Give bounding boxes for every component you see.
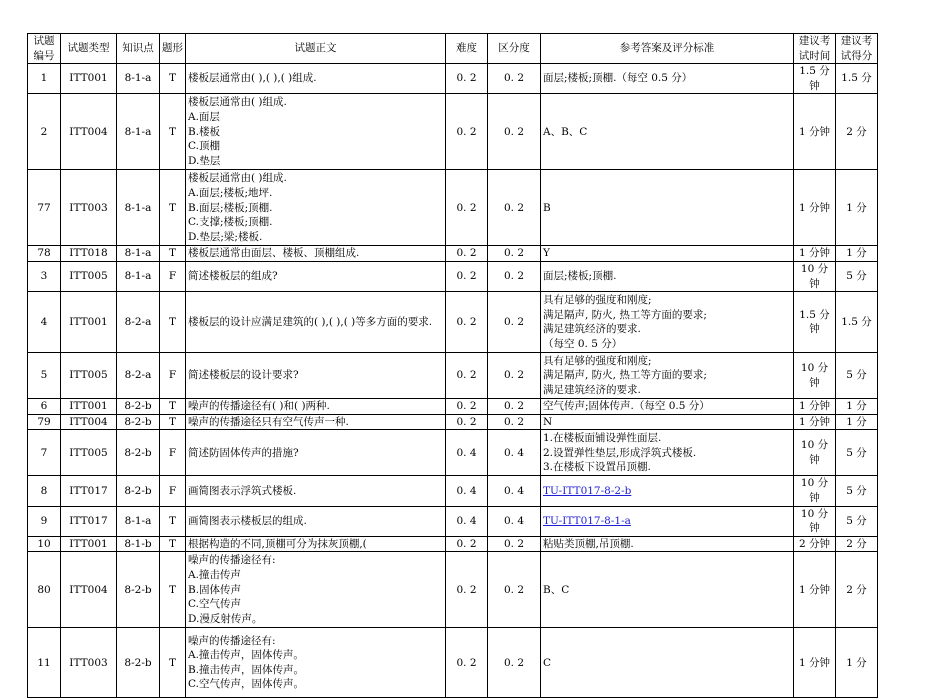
cell-id: 1 [28, 64, 61, 94]
cell-form: F [160, 261, 186, 291]
cell-id: 7 [28, 430, 61, 476]
cell-form: T [160, 536, 186, 552]
cell-time: 1 分钟 [794, 414, 836, 430]
cell-type: ITT018 [61, 246, 117, 262]
cell-point: 8-1-a [117, 246, 160, 262]
cell-difficulty: 0. 2 [446, 536, 488, 552]
cell-point: 8-2-b [117, 399, 160, 415]
table-row [28, 246, 878, 262]
cell-body: 简述楼板层的设计要求? [186, 353, 446, 399]
cell-answer: 面层;楼板;顶棚. [541, 261, 794, 291]
cell-time: 2 分钟 [794, 536, 836, 552]
cell-body: 楼板层的设计应满足建筑的( ),( ),( )等多方面的要求. [186, 292, 446, 353]
cell-discrimination: 0. 2 [488, 64, 541, 94]
cell-point: 8-2-b [117, 552, 160, 628]
cell-point: 8-1-a [117, 506, 160, 536]
cell-body: 噪声的传播途径有( )和( )两种. [186, 399, 446, 415]
cell-discrimination: 0. 2 [488, 536, 541, 552]
cell-type: ITT004 [61, 552, 117, 628]
cell-answer: B [541, 170, 794, 246]
cell-difficulty: 0. 4 [446, 476, 488, 506]
cell-body: 噪声的传播途径有: A.撞击传声，固体传声。 B.撞击传声，固体传声。 C.空气传声，固体传声。 [186, 628, 446, 698]
cell-discrimination: 0. 2 [488, 552, 541, 628]
table-row [28, 94, 878, 170]
cell-time: 10 分钟 [794, 430, 836, 476]
answer-link[interactable]: TU-ITT017-8-2-b [543, 484, 632, 497]
header-form: 题形 [160, 34, 186, 64]
cell-answer: 1.在楼板面铺设弹性面层. 2.设置弹性垫层,形成浮筑式楼板. 3.在楼板下设置吊顶棚. [541, 430, 794, 476]
cell-score: 1.5 分 [836, 64, 878, 94]
header-row [28, 34, 878, 64]
cell-answer: 空气传声;固体传声.（每空 0.5 分） [541, 399, 794, 415]
cell-score: 5 分 [836, 430, 878, 476]
cell-point: 8-2-a [117, 353, 160, 399]
cell-answer: A、B、C [541, 94, 794, 170]
cell-body: 楼板层通常由面层、楼板、顶棚组成. [186, 246, 446, 262]
cell-type: ITT001 [61, 399, 117, 415]
cell-body: 简述防固体传声的措施? [186, 430, 446, 476]
header-score: 建议考 试得分 [836, 34, 878, 64]
cell-body: 楼板层通常由( )组成. A.面层 B.楼板 C.顶棚 D.垫层 [186, 94, 446, 170]
cell-time: 10 分钟 [794, 506, 836, 536]
cell-time: 10 分钟 [794, 353, 836, 399]
cell-time: 1 分钟 [794, 399, 836, 415]
cell-type: ITT005 [61, 353, 117, 399]
header-answer: 参考答案及评分标准 [541, 34, 794, 64]
cell-id: 3 [28, 261, 61, 291]
cell-difficulty: 0. 2 [446, 64, 488, 94]
table-row [28, 552, 878, 628]
cell-id: 80 [28, 552, 61, 628]
cell-point: 8-2-b [117, 430, 160, 476]
cell-difficulty: 0. 2 [446, 552, 488, 628]
cell-id: 77 [28, 170, 61, 246]
cell-type: ITT017 [61, 476, 117, 506]
cell-score: 2 分 [836, 536, 878, 552]
header-body: 试题正文 [186, 34, 446, 64]
table-row [28, 170, 878, 246]
cell-discrimination: 0. 4 [488, 506, 541, 536]
cell-time: 1 分钟 [794, 552, 836, 628]
cell-form: F [160, 476, 186, 506]
cell-point: 8-2-b [117, 414, 160, 430]
cell-time: 1 分钟 [794, 246, 836, 262]
cell-answer: C [541, 628, 794, 698]
cell-difficulty: 0. 4 [446, 430, 488, 476]
cell-discrimination: 0. 2 [488, 414, 541, 430]
cell-discrimination: 0. 2 [488, 246, 541, 262]
cell-score: 5 分 [836, 506, 878, 536]
cell-difficulty: 0. 2 [446, 246, 488, 262]
cell-body: 噪声的传播途径有: A.撞击传声 B.固体传声 C.空气传声 D.漫反射传声。 [186, 552, 446, 628]
cell-answer: N [541, 414, 794, 430]
cell-point: 8-1-a [117, 64, 160, 94]
cell-answer: B、C [541, 552, 794, 628]
cell-id: 79 [28, 414, 61, 430]
cell-point: 8-2-b [117, 628, 160, 698]
cell-time: 1 分钟 [794, 628, 836, 698]
cell-type: ITT004 [61, 94, 117, 170]
cell-type: ITT005 [61, 430, 117, 476]
cell-discrimination: 0. 2 [488, 261, 541, 291]
cell-time: 1 分钟 [794, 94, 836, 170]
cell-point: 8-2-a [117, 292, 160, 353]
cell-type: ITT017 [61, 506, 117, 536]
table-row [28, 430, 878, 476]
cell-body: 根据构造的不同,顶棚可分为抹灰顶棚,( [186, 536, 446, 552]
cell-point: 8-1-a [117, 94, 160, 170]
cell-discrimination: 0. 4 [488, 430, 541, 476]
cell-body: 楼板层通常由( ),( ),( )组成. [186, 64, 446, 94]
cell-id: 11 [28, 628, 61, 698]
header-time: 建议考 试时间 [794, 34, 836, 64]
cell-answer: Y [541, 246, 794, 262]
cell-score: 2 分 [836, 552, 878, 628]
cell-id: 2 [28, 94, 61, 170]
cell-time: 1.5 分钟 [794, 64, 836, 94]
cell-body: 画简图表示楼板层的组成. [186, 506, 446, 536]
cell-discrimination: 0. 2 [488, 399, 541, 415]
table-row [28, 628, 878, 698]
header-id: 试题 编号 [28, 34, 61, 64]
cell-score: 1 分 [836, 628, 878, 698]
cell-type: ITT005 [61, 261, 117, 291]
cell-form: T [160, 64, 186, 94]
header-point: 知识点 [117, 34, 160, 64]
cell-point: 8-1-a [117, 261, 160, 291]
cell-time: 10 分钟 [794, 476, 836, 506]
cell-time: 10 分钟 [794, 261, 836, 291]
cell-discrimination: 0. 4 [488, 476, 541, 506]
header-difficulty: 难度 [446, 34, 488, 64]
cell-type: ITT001 [61, 292, 117, 353]
cell-answer [541, 506, 794, 536]
cell-form: T [160, 170, 186, 246]
cell-id: 9 [28, 506, 61, 536]
table-row [28, 536, 878, 552]
cell-difficulty: 0. 2 [446, 353, 488, 399]
cell-form: T [160, 414, 186, 430]
cell-answer [541, 476, 794, 506]
cell-form: T [160, 506, 186, 536]
cell-id: 10 [28, 536, 61, 552]
cell-difficulty: 0. 2 [446, 261, 488, 291]
cell-id: 4 [28, 292, 61, 353]
cell-type: ITT001 [61, 64, 117, 94]
table-row [28, 399, 878, 415]
table-row [28, 414, 878, 430]
cell-discrimination: 0. 2 [488, 292, 541, 353]
cell-score: 5 分 [836, 353, 878, 399]
cell-type: ITT003 [61, 170, 117, 246]
cell-form: T [160, 94, 186, 170]
cell-score: 1 分 [836, 399, 878, 415]
table-body [28, 64, 878, 698]
cell-difficulty: 0. 2 [446, 414, 488, 430]
cell-answer: 粘贴类顶棚,吊顶棚. [541, 536, 794, 552]
cell-difficulty: 0. 2 [446, 399, 488, 415]
cell-score: 5 分 [836, 476, 878, 506]
cell-body: 噪声的传播途径只有空气传声一种. [186, 414, 446, 430]
cell-score: 1 分 [836, 414, 878, 430]
cell-form: F [160, 430, 186, 476]
cell-answer: 面层;楼板;顶棚.（每空 0.5 分） [541, 64, 794, 94]
cell-discrimination: 0. 2 [488, 94, 541, 170]
table-row [28, 506, 878, 536]
cell-difficulty: 0. 2 [446, 94, 488, 170]
cell-score: 1 分 [836, 170, 878, 246]
cell-answer: 具有足够的强度和刚度; 满足隔声, 防火, 热工等方面的要求; 满足建筑经济的要求. [541, 353, 794, 399]
cell-body: 楼板层通常由( )组成. A.面层;楼板;地坪. B.面层;楼板;顶棚. C.支撑;楼板;顶棚. D.垫层;梁;楼板. [186, 170, 446, 246]
cell-form: T [160, 628, 186, 698]
cell-discrimination: 0. 2 [488, 353, 541, 399]
cell-id: 8 [28, 476, 61, 506]
cell-score: 2 分 [836, 94, 878, 170]
question-bank-sheet [27, 33, 878, 698]
table-row [28, 353, 878, 399]
cell-answer: 具有足够的强度和刚度; 满足隔声, 防火, 热工等方面的要求; 满足建筑经济的要求. （每空 0. 5 分） [541, 292, 794, 353]
cell-difficulty: 0. 2 [446, 292, 488, 353]
cell-body: 简述楼板层的组成? [186, 261, 446, 291]
cell-point: 8-2-b [117, 476, 160, 506]
cell-id: 5 [28, 353, 61, 399]
cell-score: 1.5 分 [836, 292, 878, 353]
table-row [28, 261, 878, 291]
cell-type: ITT001 [61, 536, 117, 552]
cell-id: 78 [28, 246, 61, 262]
cell-form: T [160, 399, 186, 415]
cell-id: 6 [28, 399, 61, 415]
table-row [28, 476, 878, 506]
answer-link[interactable]: TU-ITT017-8-1-a [543, 514, 631, 527]
cell-form: F [160, 353, 186, 399]
cell-form: T [160, 246, 186, 262]
cell-discrimination: 0. 2 [488, 170, 541, 246]
cell-score: 1 分 [836, 246, 878, 262]
cell-type: ITT003 [61, 628, 117, 698]
header-discrimination: 区分度 [488, 34, 541, 64]
cell-score: 5 分 [836, 261, 878, 291]
cell-difficulty: 0. 2 [446, 170, 488, 246]
table-row [28, 64, 878, 94]
cell-body: 画简图表示浮筑式楼板. [186, 476, 446, 506]
header-type: 试题类型 [61, 34, 117, 64]
cell-type: ITT004 [61, 414, 117, 430]
question-table [27, 33, 878, 698]
cell-time: 1.5 分钟 [794, 292, 836, 353]
cell-time: 1 分钟 [794, 170, 836, 246]
cell-difficulty: 0. 4 [446, 506, 488, 536]
table-row [28, 292, 878, 353]
cell-form: T [160, 552, 186, 628]
cell-discrimination: 0. 2 [488, 628, 541, 698]
cell-difficulty: 0. 2 [446, 628, 488, 698]
cell-point: 8-1-a [117, 170, 160, 246]
cell-point: 8-1-b [117, 536, 160, 552]
cell-form: T [160, 292, 186, 353]
